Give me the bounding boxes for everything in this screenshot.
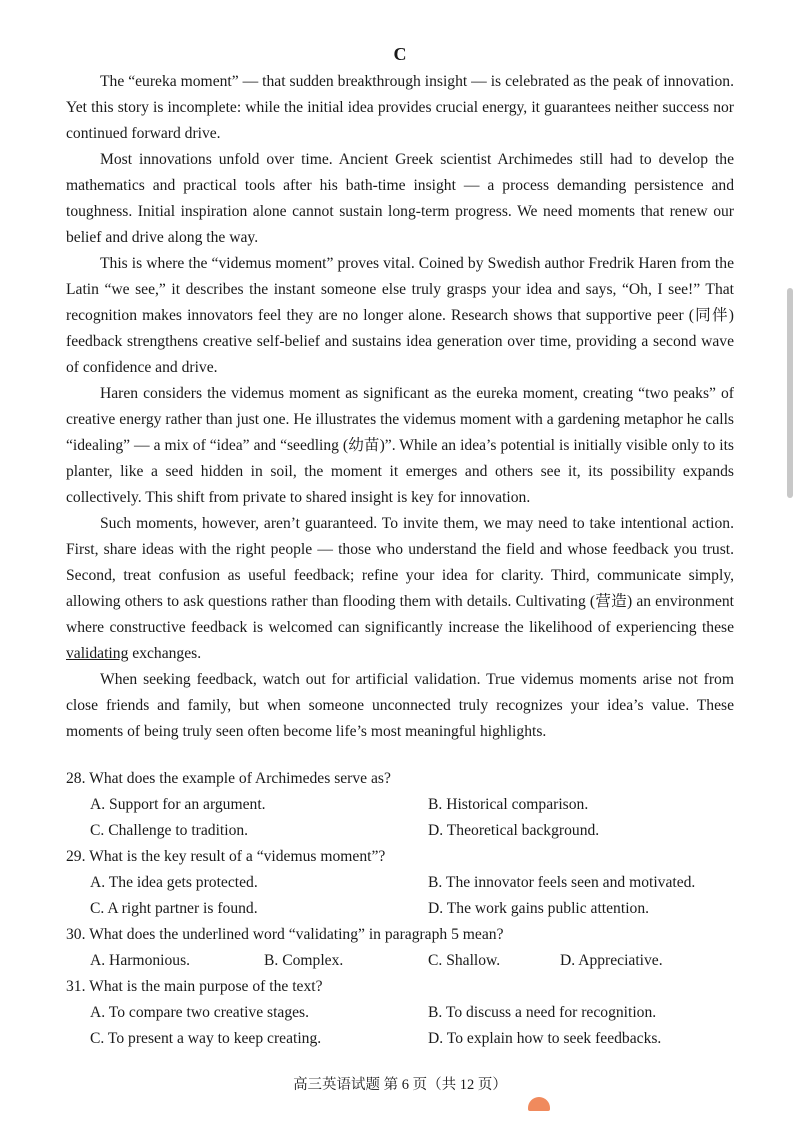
question-30 [66,922,746,974]
option-b: B. The innovator feels seen and motivated. [428,874,696,891]
question-stem: 31. What is the main purpose of the text? [66,978,323,995]
question-31 [66,974,746,1052]
option-c: C. A right partner is found. [90,900,258,917]
option-a: A. The idea gets protected. [90,874,258,891]
scrollbar-thumb[interactable] [787,288,793,498]
paragraph-2: Most innovations unfold over time. Ancient Greek scientist Archimedes still had to develop the mathematics and practical tools after his bath-time insight — a process demanding persistence and toughness. Initial inspiration alone cannot sustain long-term progress. We need moments that renew our belief and drive along the way. [66,151,734,246]
paragraph-5-text-before: Such moments, however, aren’t guaranteed. To invite them, we may need to take intentional action. First, share ideas with the right people — those who understand the field and whose feedback you trust. Second, treat confusion as useful feedback; refine your idea for clarity. Third, communicate simply, allowing others to ask questions rather than flooding them with details. Cultivating (营造) an environment where constructive feedback is welcomed can significantly increase the likelihood of experiencing these [66,515,734,636]
reading-passage [66,69,734,745]
option-c: C. To present a way to keep creating. [90,1030,322,1047]
paragraph-5-text-after: exchanges. [128,645,202,662]
orange-blob-icon [528,1097,550,1111]
option-row [66,1000,746,1026]
paragraph-6: When seeking feedback, watch out for artificial validation. True videmus moments arise not from close friends and family, but when someone unconnected truly recognizes your idea’s value. These moments of being truly seen often become life’s most meaningful highlights. [66,671,734,740]
option-c: C. Shallow. [428,952,501,969]
paragraph-3: This is where the “videmus moment” proves vital. Coined by Swedish author Fredrik Haren from the Latin “we see,” it describes the instant someone else truly grasps your idea and says, “Oh, I see!” That recognition makes innovators feel they are no longer alone. Research shows that supportive peer (同伴) feedback strengthens creative self-belief and sustains idea generation over time, providing a second wave of confidence and drive. [66,255,734,376]
option-b: B. Historical comparison. [428,796,589,813]
question-stem: 29. What is the key result of a “videmus moment”? [66,848,386,865]
option-row [66,896,746,922]
option-row [66,870,746,896]
option-a: A. Harmonious. [90,952,191,969]
option-row [66,948,746,974]
underlined-word: validating [66,645,129,662]
question-28 [66,766,746,844]
option-d: D. Theoretical background. [428,822,600,839]
paragraph-4: Haren considers the videmus moment as significant as the eureka moment, creating “two peaks” of creative energy rather than just one. He illustrates the videmus moment with a gardening metaphor he calls “idealing” — a mix of “idea” and “seedling (幼苗)”. While an idea’s potential is initially visible only to its planter, like a seed hidden in soil, the moment it emerges and others see it, its possibility expands collectively. This shift from private to shared insight is key for innovation. [66,385,734,506]
option-d: D. Appreciative. [560,952,663,969]
question-29 [66,844,746,922]
question-stem: 30. What does the underlined word “validating” in paragraph 5 mean? [66,926,504,943]
option-b: B. Complex. [264,952,344,969]
question-list [66,766,746,1052]
option-a: A. Support for an argument. [90,796,266,813]
option-d: D. The work gains public attention. [428,900,650,917]
option-row [66,1026,746,1052]
paragraph-1: The “eureka moment” — that sudden breakthrough insight — is celebrated as the peak of innovation. Yet this story is incomplete: while the initial idea provides crucial energy, it guarantees neither success nor continued forward drive. [66,73,734,142]
option-d: D. To explain how to seek feedbacks. [428,1030,662,1047]
option-c: C. Challenge to tradition. [90,822,249,839]
option-a: A. To compare two creative stages. [90,1004,310,1021]
option-row [66,792,746,818]
option-b: B. To discuss a need for recognition. [428,1004,657,1021]
question-stem: 28. What does the example of Archimedes serve as? [66,770,391,787]
page-footer: 高三英语试题 第 6 页（共 12 页） [293,1077,507,1093]
paragraph-5 [66,511,734,667]
section-letter: C [393,44,407,64]
option-row [66,818,746,844]
